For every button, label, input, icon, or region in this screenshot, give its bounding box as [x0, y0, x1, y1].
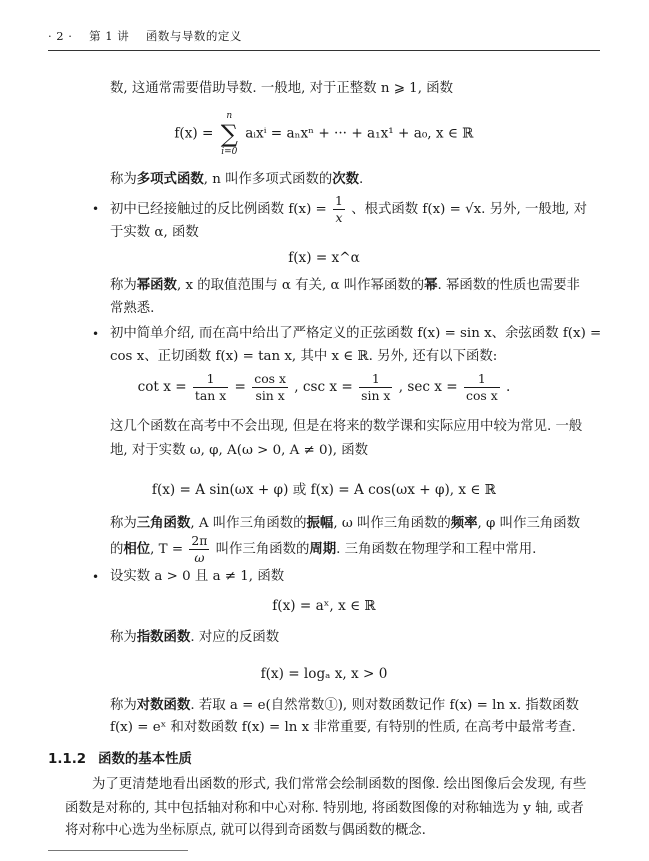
page-number: · 2 · [48, 29, 73, 43]
text-line: cos x、正切函数 f(x) = tan x, 其中 x ∈ ℝ. 另外, 还有以下函数: [110, 349, 498, 364]
equation-exponential: f(x) = aˣ, x ∈ ℝ [272, 598, 376, 614]
equation-log: f(x) = logₐ x, x > 0 [260, 666, 388, 682]
text-line: 函数是对称的, 其中包括轴对称和中心对称. 特别地, 将函数图像的对称轴选为 y 轴, 或者 [65, 801, 584, 816]
text-line: 数, 这通常需要借助导数. 一般地, 对于正整数 n ⩾ 1, 函数 [110, 81, 453, 96]
text-line: 称为三角函数, A 叫作三角函数的振幅, ω 叫作三角函数的频率, φ 叫作三角函数 [110, 515, 581, 531]
equation-reciprocal-trig: cot x = $\frac{1}{\text{tan x}}$ = $\frac{\text{cos x}}{\text{sin x}}$ , csc x = $\frac{1}{\text{sin x}}$ , sec x = $\frac{1}{\text{cos x}}$ . [137, 371, 511, 403]
fraction-period: $\frac{2\pi}{\omega}$ [191, 533, 208, 565]
text-line: 初中已经接触过的反比例函数 f(x) = $\frac{1}{x}$ 、根式函数 f(x) = √x. 另外, 一般地, 对 [110, 193, 588, 225]
equation-power: f(x) = x^α [288, 250, 360, 266]
text-line: 于实数 α, 函数 [110, 225, 199, 240]
equation-trig: f(x) = A sin(ωx + φ) 或 f(x) = A cos(ωx + φ), x ∈ ℝ [151, 482, 497, 498]
text-line: 设实数 a > 0 且 a ≠ 1, 函数 [110, 569, 285, 584]
text-line: f(x) = eˣ 和对数函数 f(x) = ln x 非常重要, 有特别的性质, 在高考中最常考查. [110, 720, 576, 735]
text-line: 将对称中心选为坐标原点, 就可以得到奇函数与偶函数的概念. [65, 823, 426, 838]
page-header [48, 28, 600, 44]
equation-polynomial: f(x) = n ∑ i=0 aᵢxⁱ = aₙxⁿ + ··· + a₁x¹ + a₀, x ∈ ℝ [174, 111, 474, 157]
text-line: 称为对数函数. 若取 a = e(自然常数①), 则对数函数记作 f(x) = ln x. 指数函数 [110, 697, 579, 713]
bullet-marker: • [92, 202, 100, 216]
header-rule [48, 50, 600, 51]
bullet-marker: • [92, 327, 100, 341]
section-heading [48, 748, 192, 767]
text-line: 地, 对于实数 ω, φ, A(ω > 0, A ≠ 0), 函数 [110, 443, 369, 458]
text-line: 为了更清楚地看出函数的形式, 我们常常会绘制函数的图像. 绘出图像后会发现, 有些 [92, 777, 587, 792]
text-line: 这几个函数在高考中不会出现, 但是在将来的数学课和实际应用中较为常见. 一般 [110, 419, 583, 434]
chapter-title: 函数与导数的定义 [145, 29, 242, 43]
text-line: 初中简单介绍, 而在高中给出了严格定义的正弦函数 f(x) = sin x、余弦函数 f(x) = [110, 326, 602, 341]
bullet-marker: • [92, 570, 100, 584]
text-line: 称为幂函数, x 的取值范围与 α 有关, α 叫作幂函数的幂. 幂函数的性质也需要非 [110, 277, 580, 293]
text-line: 称为指数函数. 对应的反函数 [110, 629, 280, 645]
chapter-label: 第 1 讲 [89, 29, 130, 43]
text-line: 称为多项式函数, n 叫作多项式函数的次数. [110, 171, 364, 187]
text-line: 常熟悉. [110, 301, 155, 316]
section-title: 函数的基本性质 [98, 752, 192, 767]
summation: n ∑ i=0 [220, 111, 238, 157]
footnote-rule [48, 850, 188, 851]
section-number: 1.1.2 [48, 752, 87, 767]
text-line: 的相位, T = $\frac{2\pi}{\omega}$ 叫作三角函数的周期. 三角函数在物理学和工程中常用. [110, 533, 537, 565]
fraction: $\frac{1}{x}$ [335, 193, 343, 225]
